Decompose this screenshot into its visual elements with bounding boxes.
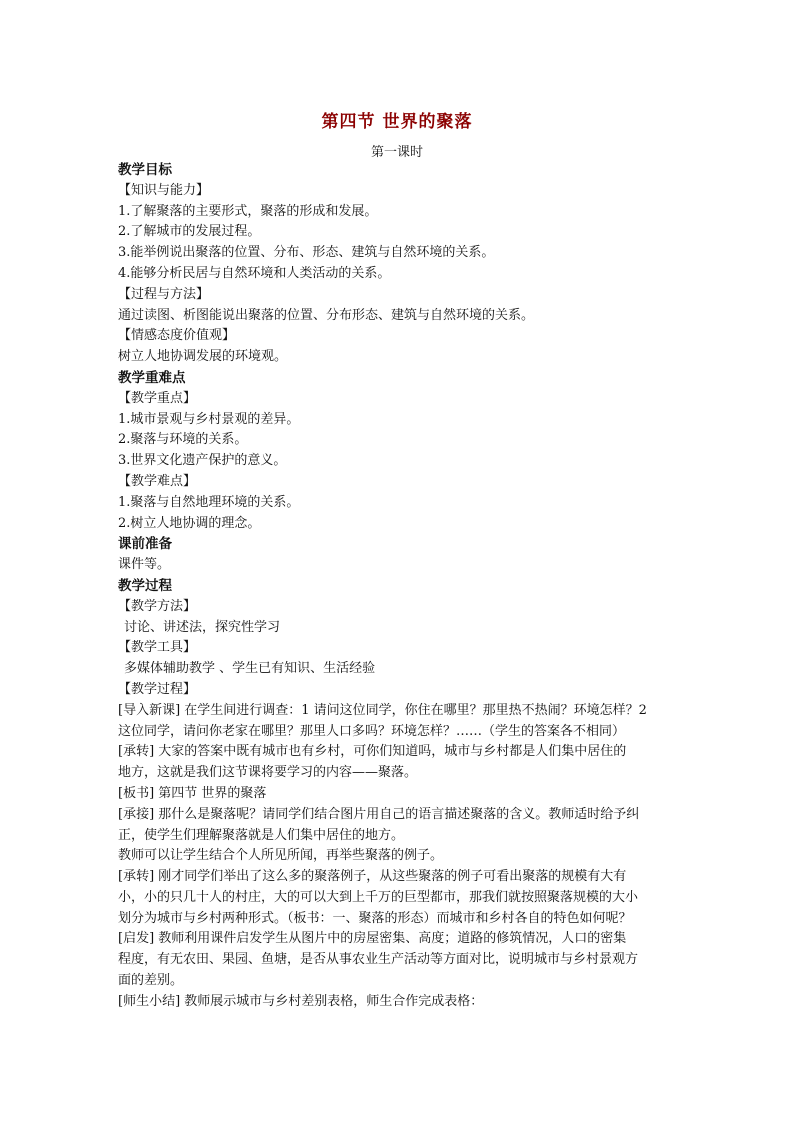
text-line: 正，使学生们理解聚落就是人们集中居住的地方。 [118,827,405,843]
text-line: 面的差别。 [118,973,184,989]
text-line: 1.城市景观与乡村景观的差异。 [118,411,300,427]
text-line: 【教学方法】 [118,598,197,614]
text-line: 2.聚落与环境的关系。 [118,432,248,448]
text-line: 【情感态度价值观】 [118,328,236,344]
text-line: [板书] 第四节 世界的聚落 [118,785,267,801]
text-line: 2.了解城市的发展过程。 [118,224,261,240]
text-line: 课件等。 [118,557,171,573]
text-line: 1.聚落与自然地理环境的关系。 [118,494,300,510]
text-line: 教师可以让学生结合个人所见所闻，再举些聚落的例子。 [118,848,444,864]
text-line: 【教学工具】 [118,640,197,656]
document-body [118,160,702,1013]
text-line: 2.树立人地协调的理念。 [118,515,261,531]
text-line: [承转] 大家的答案中既有城市也有乡村，可你们知道吗，城市与乡村都是人们集中居住的 [118,744,627,760]
text-line: 【过程与方法】 [118,286,210,302]
text-line: 程度，有无农田、果园、鱼塘，是否从事农业生产活动等方面对比，说明城市与乡村景观方 [118,952,639,968]
text-line: [导入新课] 在学生间进行调查：1 请问这位同学，你住在哪里？那里热不热闹？环境怎样？2 [118,702,647,718]
section-heading: 课前准备 [118,536,172,553]
section-heading: 教学过程 [118,577,172,594]
text-line: 讨论、讲述法，探究性学习 [124,619,281,635]
text-line: [承转] 刚才同学们举出了这么多的聚落例子，从这些聚落的例子可看出聚落的规模有大有 [118,869,627,885]
text-line: 划分为城市与乡村两种形式。（板书：一、聚落的形态）而城市和乡村各自的特色如何呢？ [118,910,632,926]
text-line: 3.世界文化遗产保护的意义。 [118,453,287,469]
text-line: 【教学重点】 [118,390,197,406]
text-line: 【教学难点】 [118,473,197,489]
text-line: 通过读图、析图能说出聚落的位置、分布形态、建筑与自然环境的关系。 [118,307,535,323]
text-line: 地方，这就是我们这节课将要学习的内容——聚落。 [118,765,418,781]
text-line: 【知识与能力】 [118,182,210,198]
text-line: 4.能够分析民居与自然环境和人类活动的关系。 [118,265,391,281]
text-line: 3.能举例说出聚落的位置、分布、形态、建筑与自然环境的关系。 [118,245,495,261]
text-line: 【教学过程】 [118,681,197,697]
section-heading: 教学目标 [118,162,172,178]
text-line: 树立人地协调发展的环境观。 [118,349,288,365]
section-heading: 教学重难点 [118,369,186,386]
page-title: 第四节 世界的聚落 [321,112,473,132]
text-line: [启发] 教师利用课件启发学生从图片中的房屋密集、高度；道路的修筑情况，人口的密集 [118,931,627,947]
text-line: 1.了解聚落的主要形式，聚落的形成和发展。 [118,203,378,219]
text-line: [承接] 那什么是聚落呢？请同学们结合图片用自己的语言描述聚落的含义。教师适时给予纠 [118,806,640,822]
text-line: 多媒体辅助教学 、学生已有知识、生活经验 [124,661,376,677]
text-line: 小，小的只几十人的村庄，大的可以大到上千万的巨型都市，那我们就按照聚落规模的大小 [118,889,639,905]
page-subtitle: 第一课时 [370,145,423,160]
text-line: [师生小结] 教师展示城市与乡村差别表格，师生合作完成表格： [118,993,484,1009]
text-line: 这位同学，请问你老家在哪里？那里人口多吗？环境怎样？……（学生的答案各不相同） [118,723,626,739]
